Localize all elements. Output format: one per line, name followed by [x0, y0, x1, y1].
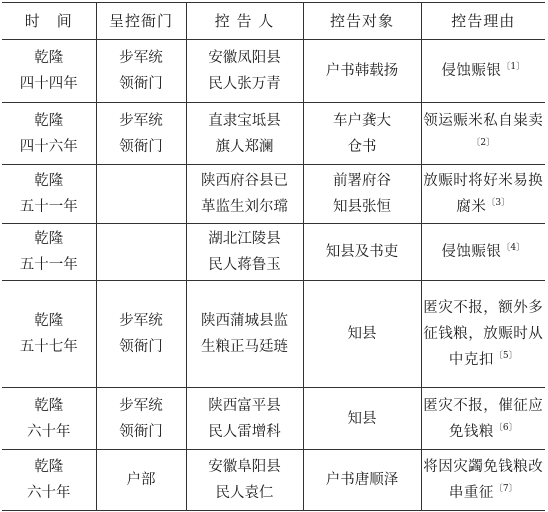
plaintiff-text: 民人蒋鲁玉 — [208, 257, 281, 273]
cell-plaintiff — [186, 450, 303, 511]
table-body — [2, 40, 545, 511]
footnote-marker: 〔2〕 — [471, 137, 496, 148]
table-row — [2, 281, 545, 388]
time-text: 乾隆 — [34, 313, 64, 329]
cell-office — [96, 224, 186, 281]
reason-text: 匿灾不报，额外多征钱粮，放赈时从中克扣 — [423, 300, 544, 368]
footnote-marker: 〔6〕 — [493, 422, 518, 433]
plaintiff-text: 陕西富平县 — [208, 397, 281, 414]
cell-time — [2, 103, 96, 165]
office-text: 步军统 — [119, 397, 163, 414]
cell-office — [96, 165, 186, 224]
cell-target — [303, 281, 421, 388]
cell-plaintiff — [186, 165, 303, 224]
footnote-marker: 〔3〕 — [486, 198, 511, 209]
target-text: 仓书 — [347, 138, 377, 155]
cell-time — [2, 450, 96, 511]
cell-reason — [421, 224, 545, 281]
time-text: 乾隆 — [34, 397, 64, 414]
footnote-marker: 〔1〕 — [501, 62, 526, 73]
header-office: 呈控衙门 — [96, 3, 186, 40]
table-row — [2, 40, 545, 103]
plaintiff-text: 直隶宝坻县 — [208, 112, 281, 129]
table-row — [2, 103, 545, 165]
cell-time — [2, 281, 96, 388]
table-row — [2, 224, 545, 281]
target-text: 户书韩载扬 — [325, 63, 399, 79]
cell-plaintiff — [186, 103, 303, 165]
office-text: 户部 — [126, 472, 156, 488]
office-text: 步军统 — [119, 112, 163, 129]
target-text: 车户龚大 — [333, 112, 391, 129]
cell-reason — [421, 40, 545, 103]
time-text: 乾隆 — [34, 50, 64, 66]
plaintiff-text: 陕西蒲城县监 — [201, 313, 288, 329]
cell-plaintiff — [186, 224, 303, 281]
reason-text: 放赈时将好米易换腐米 — [423, 173, 544, 215]
office-text: 领衙门 — [119, 339, 163, 355]
plaintiff-text: 民人袁仁 — [215, 485, 274, 501]
reason-text: 侵蚀赈银 — [441, 244, 502, 260]
target-text: 知县张恒 — [333, 199, 391, 215]
office-text: 领衙门 — [119, 423, 163, 440]
cell-office — [96, 281, 186, 388]
time-text: 五十一年 — [19, 257, 78, 273]
footnote-marker: 〔7〕 — [493, 484, 518, 495]
time-text: 乾隆 — [34, 231, 64, 247]
time-text: 五十一年 — [19, 199, 78, 215]
cell-reason — [421, 103, 545, 165]
plaintiff-text: 民人张万青 — [208, 76, 281, 92]
cell-target — [303, 40, 421, 103]
cell-office — [96, 103, 186, 165]
cell-office — [96, 388, 186, 450]
plaintiff-text: 旗人郑澜 — [215, 138, 274, 155]
target-text: 前署府谷 — [333, 173, 391, 189]
cell-target — [303, 450, 421, 511]
cell-target — [303, 224, 421, 281]
reason-text: 将因灾蠲免钱粮改串重征 — [423, 459, 544, 501]
header-time: 时 间 — [2, 3, 96, 40]
cell-target — [303, 103, 421, 165]
cell-plaintiff — [186, 388, 303, 450]
time-text: 六十年 — [27, 423, 71, 440]
office-text: 步军统 — [119, 313, 163, 329]
plaintiff-text: 革监生刘尔瑺 — [201, 199, 288, 215]
time-text: 四十六年 — [19, 138, 78, 155]
cell-reason — [421, 281, 545, 388]
cell-target — [303, 388, 421, 450]
time-text: 乾隆 — [34, 459, 64, 475]
petition-table — [2, 2, 545, 511]
target-text: 知县及书吏 — [325, 244, 399, 260]
office-text: 领衙门 — [119, 76, 163, 92]
cell-target — [303, 165, 421, 224]
plaintiff-text: 湖北江陵县 — [208, 231, 281, 247]
time-text: 四十四年 — [19, 76, 78, 92]
cell-time — [2, 165, 96, 224]
header-reason: 控告理由 — [421, 3, 545, 40]
footnote-marker: 〔5〕 — [493, 351, 518, 362]
cell-office — [96, 40, 186, 103]
office-text: 领衙门 — [119, 138, 163, 155]
cell-time — [2, 40, 96, 103]
table-row — [2, 450, 545, 511]
target-text: 知县 — [347, 326, 377, 342]
cell-reason — [421, 388, 545, 450]
plaintiff-text: 陕西府谷县已 — [201, 173, 288, 189]
cell-plaintiff — [186, 281, 303, 388]
plaintiff-text: 安徽阜阳县 — [208, 459, 281, 475]
cell-time — [2, 224, 96, 281]
cell-time — [2, 388, 96, 450]
reason-text: 匿灾不报，催征应免钱粮 — [423, 397, 544, 440]
cell-office — [96, 450, 186, 511]
time-text: 六十年 — [27, 485, 71, 501]
cell-reason — [421, 450, 545, 511]
footnote-marker: 〔4〕 — [501, 243, 526, 254]
plaintiff-text: 民人雷增科 — [208, 423, 281, 440]
time-text: 五十七年 — [19, 339, 78, 355]
target-text: 户书唐顺泽 — [325, 472, 399, 488]
header-row — [2, 3, 545, 40]
reason-text: 侵蚀赈银 — [441, 63, 502, 79]
plaintiff-text: 生粮正马廷琏 — [201, 339, 288, 355]
office-text: 步军统 — [119, 50, 163, 66]
target-text: 知县 — [347, 410, 377, 427]
cell-reason — [421, 165, 545, 224]
cell-plaintiff — [186, 40, 303, 103]
header-plaintiff: 控 告 人 — [186, 3, 303, 40]
header-target: 控告对象 — [303, 3, 421, 40]
time-text: 乾隆 — [34, 112, 64, 129]
time-text: 乾隆 — [34, 173, 64, 189]
reason-text: 领运赈米私自粜卖 — [423, 112, 544, 129]
table-row — [2, 388, 545, 450]
table-row — [2, 165, 545, 224]
plaintiff-text: 安徽凤阳县 — [208, 50, 281, 66]
